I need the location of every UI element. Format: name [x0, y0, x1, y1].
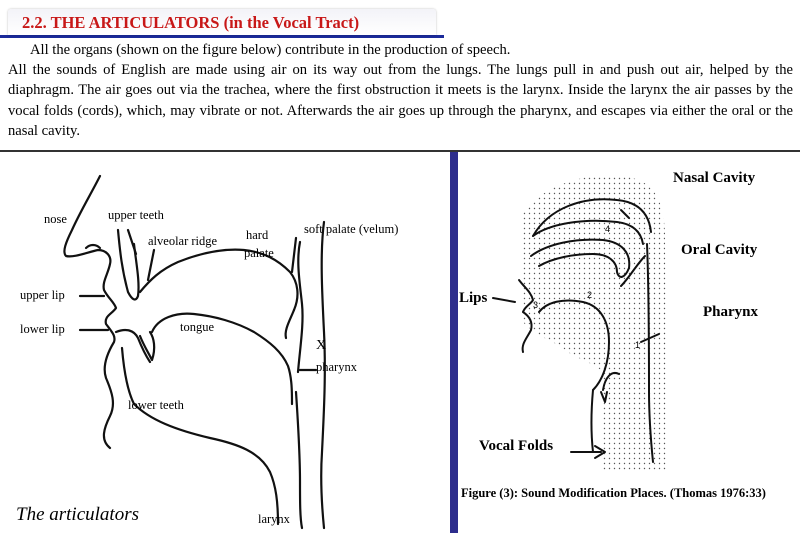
number-1: 1 [635, 340, 641, 350]
paragraph-intro: All the organs (shown on the figure below) contribute in the production of speech. [30, 42, 511, 58]
articulators-caption: The articulators [16, 504, 139, 525]
upper-teeth-label: upper teeth [108, 208, 164, 222]
hard-palate-label-2: palate [244, 246, 274, 260]
soft-palate-label: soft palate (velum) [304, 222, 399, 236]
title-bar [0, 4, 444, 38]
tongue-label: tongue [180, 320, 215, 334]
sound-modification-figure [453, 152, 800, 533]
figure-caption: Figure (3): Sound Modification Places. (Thomas 1976:33) [461, 486, 766, 500]
larynx-label: larynx [258, 512, 290, 526]
number-2: 2 [587, 290, 593, 300]
x-mark: X [316, 338, 327, 353]
nasal-cavity-label: Nasal Cavity [673, 170, 756, 186]
lower-teeth-label: lower teeth [128, 398, 184, 412]
alveolar-ridge-label: alveolar ridge [148, 234, 218, 248]
pharynx-label-right: Pharynx [703, 304, 759, 320]
nose-label: nose [44, 212, 67, 226]
body-text [8, 40, 793, 141]
oral-cavity-label: Oral Cavity [681, 242, 758, 258]
hard-palate-label-1: hard [246, 228, 269, 242]
upper-lip-label: upper lip [20, 288, 65, 302]
vocal-folds-label: Vocal Folds [479, 438, 554, 454]
number-3: 3 [533, 300, 539, 310]
number-4: 4 [605, 224, 611, 234]
lower-lip-label: lower lip [20, 322, 65, 336]
pharynx-label: pharynx [316, 360, 357, 374]
lips-label: Lips [459, 290, 488, 306]
vocal-tract-drawing [453, 152, 800, 533]
articulators-figure [0, 152, 450, 533]
articulators-drawing [0, 152, 450, 533]
paragraph-main: All the sounds of English are made using air on its way out from the lungs. The lungs pull in and push out air, helped by the diaphragm. The air goes out via the trachea, where the first obstruction it meets is the larynx. Inside the larynx the air passes by the vocal folds (cords), which, may vibrate or not. Afterwards the air goes up through the pharynx, and escapes via either the oral or the nasal cavity. [8, 62, 793, 139]
slide-title: 2.2. THE ARTICULATORS (in the Vocal Tract) [22, 13, 360, 32]
